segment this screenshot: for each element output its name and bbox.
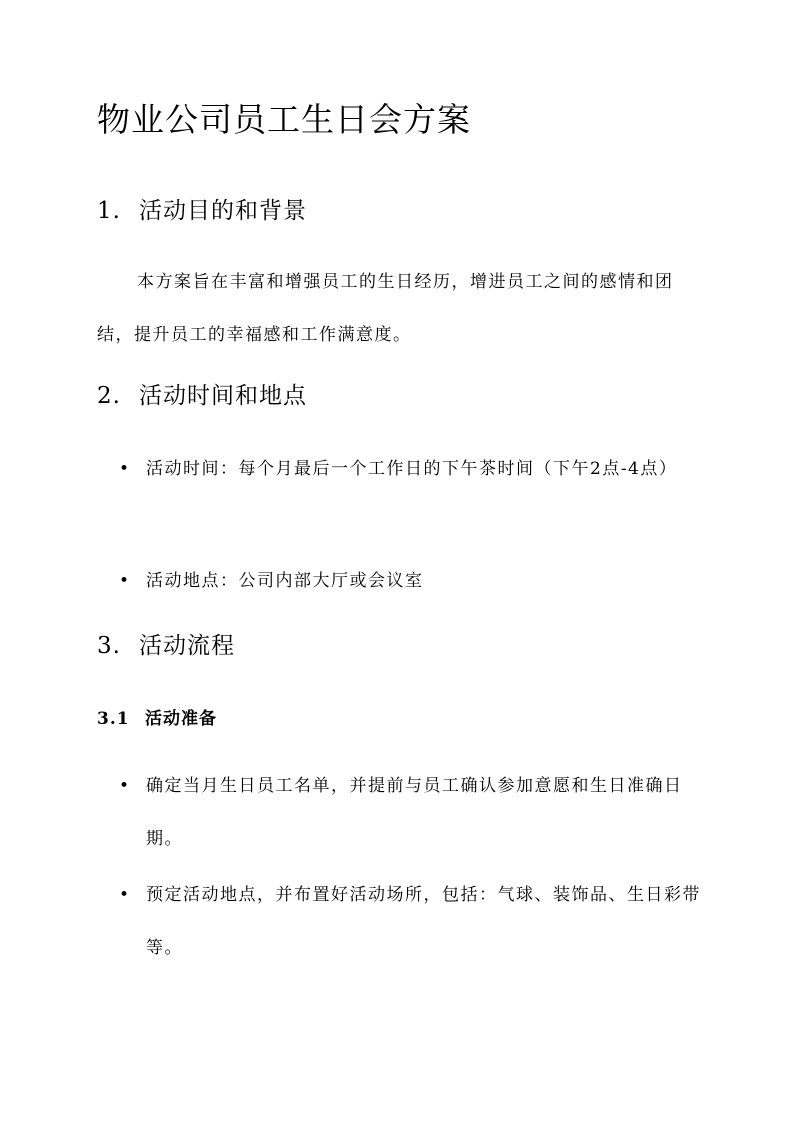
bullet-marker: • — [119, 571, 130, 591]
bullet-marker: • — [119, 885, 130, 905]
section-3-number: 3. — [97, 633, 121, 659]
list-item-activity-location: 活动地点：公司内部大厅或会议室 — [146, 571, 424, 591]
section-2-number: 2. — [97, 383, 121, 409]
list-item-book-venue: 预定活动地点，并布置好活动场所，包括：气球、装饰品、生日彩带等。 — [146, 885, 701, 958]
list-item-activity-time: 活动时间：每个月最后一个工作日的下午茶时间（下午2点-4点） — [146, 459, 678, 479]
document-title: 物业公司员工生日会方案 — [97, 100, 471, 139]
subsection-3-1-number: 3.1 — [97, 709, 130, 729]
section-3-title: 活动流程 — [139, 633, 235, 659]
section-2-heading — [97, 380, 307, 412]
section-1-title: 活动目的和背景 — [139, 198, 307, 224]
section-1-number: 1. — [97, 198, 121, 224]
bullet-marker: • — [119, 776, 130, 796]
subsection-3-1-title: 活动准备 — [145, 709, 217, 729]
section-3-heading — [97, 630, 235, 662]
list-item-confirm-list: 确定当月生日员工名单，并提前与员工确认参加意愿和生日准确日期。 — [146, 776, 683, 849]
section-2-title: 活动时间和地点 — [139, 383, 307, 409]
section-1-paragraph: 本方案旨在丰富和增强员工的生日经历，增进员工之间的感情和团结，提升员工的幸福感和工作满意度。 — [97, 272, 674, 345]
subsection-3-1-heading — [97, 706, 217, 732]
section-1-heading — [97, 195, 307, 227]
bullet-marker: • — [119, 459, 130, 479]
